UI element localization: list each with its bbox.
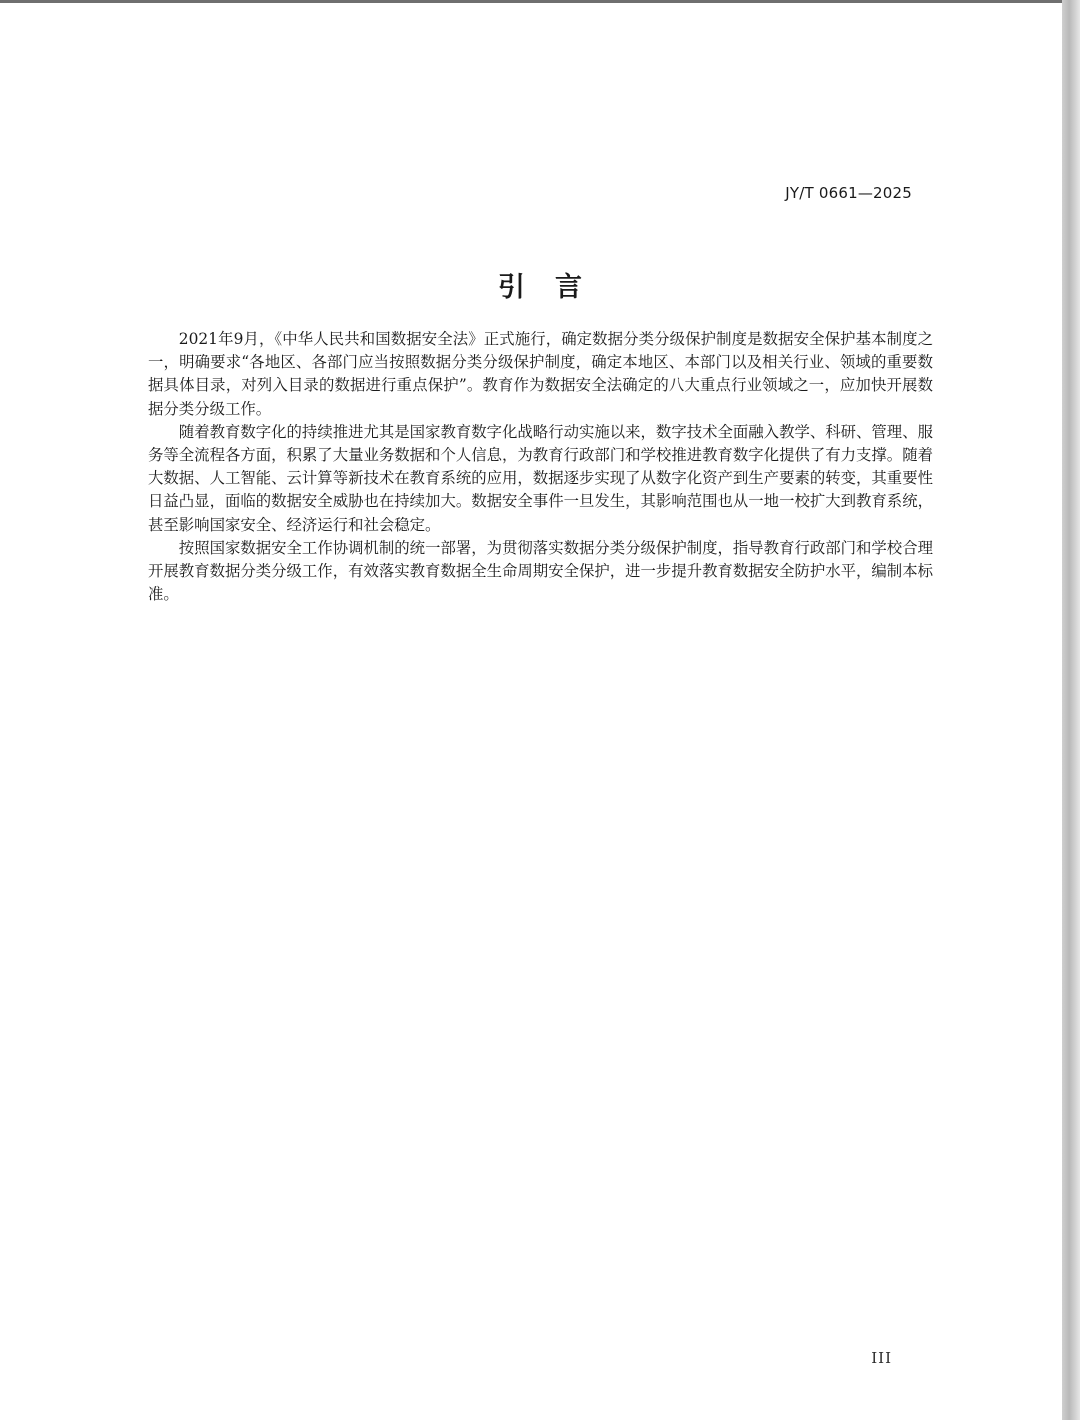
page-number: III (871, 1349, 892, 1367)
section-title: 引言 (498, 272, 612, 303)
paragraph-2: 随着教育数字化的持续推进尤其是国家教育数字化战略行动实施以来，数字技术全面融入教学、科研、管理、服务等全流程各方面，积累了大量业务数据和个人信息，为教育行政部门和学校推进教育数字化提供了有力支撑。随着大数据、人工智能、云计算等新技术在教育系统的应用，数据逐步实现了从数字化资产到生产要素的转变，其重要性日益凸显，面临的数据安全威胁也在持续加大。数据安全事件一旦发生，其影响范围也从一地一校扩大到教育系统，甚至影响国家安全、经济运行和社会稳定。 (148, 422, 933, 534)
paragraph-3: 按照国家数据安全工作协调机制的统一部署，为贯彻落实数据分类分级保护制度，指导教育行政部门和学校合理开展教育数据分类分级工作，有效落实教育数据全生命周期安全保护，进一步提升教育数据安全防护水平，编制本标准。 (148, 538, 933, 604)
document-number: JY/T 0661—2025 (785, 184, 912, 202)
paragraph-1: 2021年9月，《中华人民共和国数据安全法》正式施行，确定数据分类分级保护制度是数据安全保护基本制度之一，明确要求“各地区、各部门应当按照数据分类分级保护制度，确定本地区、本部门以及相关行业、领域的重要数据具体目录，对列入目录的数据进行重点保护”。教育作为数据安全法确定的八大重点行业领域之一，应加快开展数据分类分级工作。 (148, 330, 933, 418)
introduction-body (148, 328, 933, 606)
scanned-page-edge (1062, 0, 1080, 1420)
